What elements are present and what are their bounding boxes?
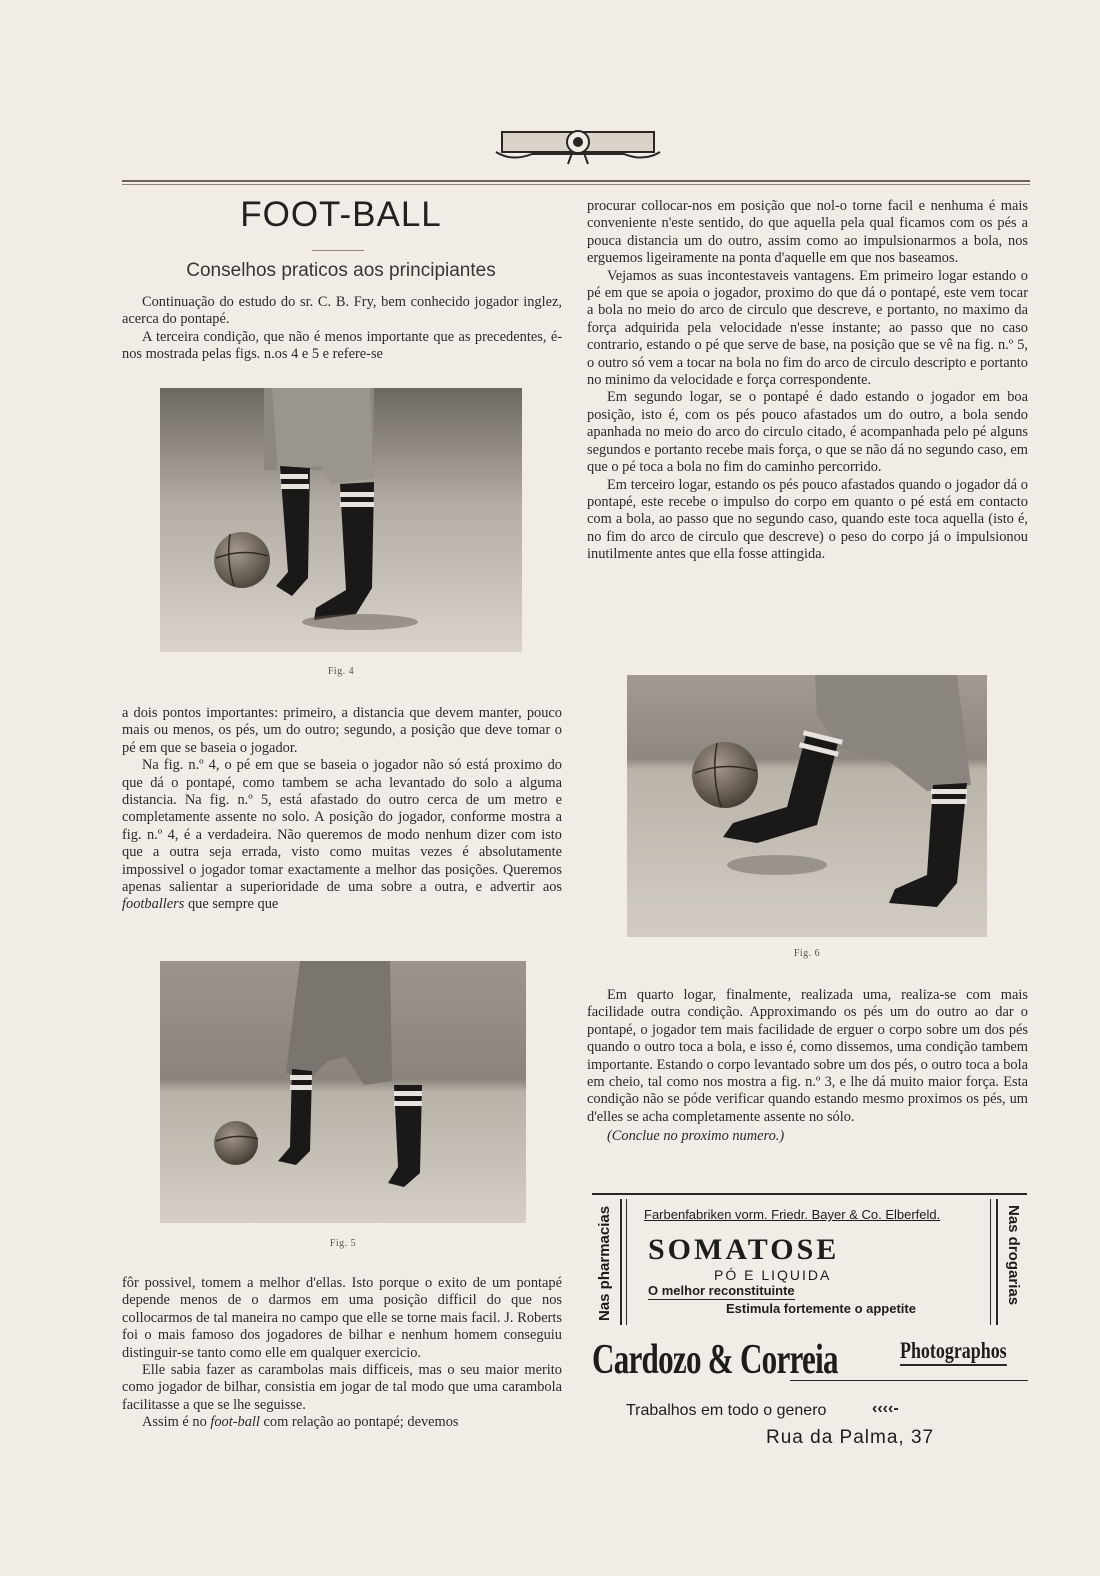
ad-product: SOMATOSE xyxy=(648,1233,840,1266)
paragraph xyxy=(122,757,562,914)
ad-right-divider xyxy=(996,1199,998,1325)
masthead-logo xyxy=(492,122,664,168)
ad-left-divider xyxy=(620,1199,622,1325)
paragraph: A terceira condição, que não é menos importante que as precedentes, é-nos mostrada pelas figs. n.os 4 e 5 e refere-se xyxy=(122,328,562,363)
paragraph: a dois pontos importantes: primeiro, a distancia que devem manter, pouco mais ou menos, os pés, um do outro; segundo, a posição que deve tomar o pé em que se baseia o jogador. xyxy=(122,705,562,756)
conclusion-note: (Conclue no proximo numero.) xyxy=(607,1128,785,1145)
studio-address: Rua da Palma, 37 xyxy=(766,1427,935,1448)
col1-middle xyxy=(122,705,562,914)
emphasis-footballers: footballers xyxy=(122,896,185,913)
paragraph: Elle sabia fazer as carambolas mais difficeis, mas o seu maior merito como jogador de bilhar, consistia em jogar de tal modo que uma carambola facilitasse a que se lhe seguisse. xyxy=(122,1362,562,1413)
studio-arrows: ‹‹‹‹- xyxy=(872,1400,899,1417)
fig4-caption: Fig. 4 xyxy=(327,666,355,677)
emphasis-football: foot-ball xyxy=(210,1414,260,1431)
article-title: FOOT-BALL xyxy=(240,195,442,234)
paragraph: Vejamos as suas incontestaveis vantagens. Em primeiro logar estando o pé em que se apoia o jogador, proximo do que dá o pontapé, este vem tocar a bola no meio do arco de circulo que descreve, e portanto, no maximo da força adquirida pela velocidade n'esse instante; ao passo que no caso contrario, estando o pé que serve de base, na posição que se vê na fig. n.º 5, o outro só vem a tocar na bola no fim do arco de circulo descripto e portanto no minimo da velocidade e força correspondente. xyxy=(587,267,1028,389)
ad-left-divider-thin xyxy=(626,1199,627,1325)
studio-type: Photographos xyxy=(900,1338,1007,1366)
ad-top-rule xyxy=(592,1193,1027,1195)
paragraph: fôr possivel, tomem a melhor d'ellas. Isto porque o exito de um pontapé depende menos de o darmos em uma posição difficil do que nos collocarmos de tal maneira no campo que elle se torne mais facil. J. Roberts foi o mais famoso dos jogadores de bilhar e nenhum homem conseguiu distinguir-se tanto como elle em qualquer exercicio. xyxy=(122,1275,562,1361)
ad-claim: O melhor reconstituinte xyxy=(648,1283,795,1298)
col2-bottom xyxy=(587,987,1028,1146)
paragraph: Continuação do estudo do sr. C. B. Fry, bem conhecido jogador inglez, acerca do pontapé. xyxy=(122,294,562,328)
paragraph: procurar collocar-nos em posição que nol-o torne facil e nenhuma é mais conveniente n'este sentido, do que aquella pela qual ficamos com os pés a pouca distancia um do outro, assim como ao impulsionarmos a bola, nos erguemos ligeiramente na ponta d'aquelle em que nos baseamos. xyxy=(587,198,1028,267)
col1-intro xyxy=(122,294,562,364)
studio-name: Cardozo & Correia xyxy=(592,1337,838,1383)
paragraph-text: com relação ao pontapé; devemos xyxy=(259,1414,459,1431)
header-rule xyxy=(122,180,1030,185)
paragraph: Em segundo logar, se o pontapé é dado estando o jogador em boa posição, isto é, com os pés pouco afastados um do outro, a bola sendo apanhada no meio do arco do circulo citado, é acompanhada pelo pé alguns segundos e portanto recebe mais força, o que se não dá no segundo caso, em que o pé toca a bola no fim do caminho percorrido. xyxy=(587,389,1028,476)
col2-top xyxy=(587,198,1028,564)
paragraph: Em terceiro logar, estando os pés pouco afastados quando o jogador dá o pontapé, este recebe o impulso do corpo em quanto o pé está em contacto com a bola, ao passo que no segundo caso, quando este toca aquella (isto é, no fim do arco de circulo que descreve) o peso do corpo já o impulsionou inutilmente antes que ella fosse attingida. xyxy=(587,476,1028,563)
ad-right-divider-thin xyxy=(990,1199,991,1325)
ad-claim2: Estimula fortemente o appetite xyxy=(726,1301,916,1316)
paragraph-text: que sempre que xyxy=(184,896,279,913)
ad-vertical-right: Nas drogarias xyxy=(1005,1205,1022,1306)
fig6-photo xyxy=(627,675,987,937)
ad-form: PÓ E LIQUIDA xyxy=(714,1267,832,1283)
paragraph-text: Na fig. n.º 4, o pé em que se baseia o jogador não só está proximo do que dá o pontapé, como tambem se acha levantado do solo a alguma distancia. Na fig. n.º 5, está afastado do outro cerca de um metro e completamente assente no solo. A posição do jogador, conforme mostra a fig. n.º 4, é a verdadeira. Não queremos de modo nenhum dizer com isto que a outra seja errada, visto como muitas vezes é absolutamente impossivel o jogador tomar exactamente a melhor das posições. Queremos apenas salientar a superioridade de uma sobre a outra, e advertir aos xyxy=(122,757,562,896)
paragraph-text: Assim é no xyxy=(142,1414,211,1431)
paragraph: Em quarto logar, finalmente, realizada uma, realiza-se com mais facilidade outra condição. Approximando os pés um do outro ao dar o pontapé, o jogador tem mais facilidade de erguer o corpo sobre um dos pés quando o outro toca a bola, e isso é, como dissemos, uma condição tambem importante. Estando o corpo levantado sobre um dos pés, o outro toca a bola em cheio, tal como nos mostra a fig. n.º 3, e lhe dá muito maior força. Esta condição não se póde verificar quando estando mesmo proximos os pés, um d'elles se acha completamente assente no sólo. xyxy=(587,987,1028,1125)
fig5-photo xyxy=(160,961,526,1223)
somatose-ad xyxy=(592,1193,1027,1333)
article-subtitle: Conselhos praticos aos principiantes xyxy=(186,260,496,281)
fig4-photo xyxy=(160,388,522,652)
col1-bottom xyxy=(122,1275,562,1432)
title-divider xyxy=(312,250,364,251)
ad-company: Farbenfabriken vorm. Friedr. Bayer & Co. Elberfeld. xyxy=(644,1207,941,1222)
studio-tagline: Trabalhos em todo o genero xyxy=(626,1402,827,1419)
paragraph xyxy=(122,1414,562,1431)
ad-vertical-left: Nas pharmacias xyxy=(596,1205,613,1321)
fig6-caption: Fig. 6 xyxy=(793,948,821,959)
studio-rule xyxy=(790,1380,1028,1381)
fig5-caption: Fig. 5 xyxy=(329,1238,357,1249)
